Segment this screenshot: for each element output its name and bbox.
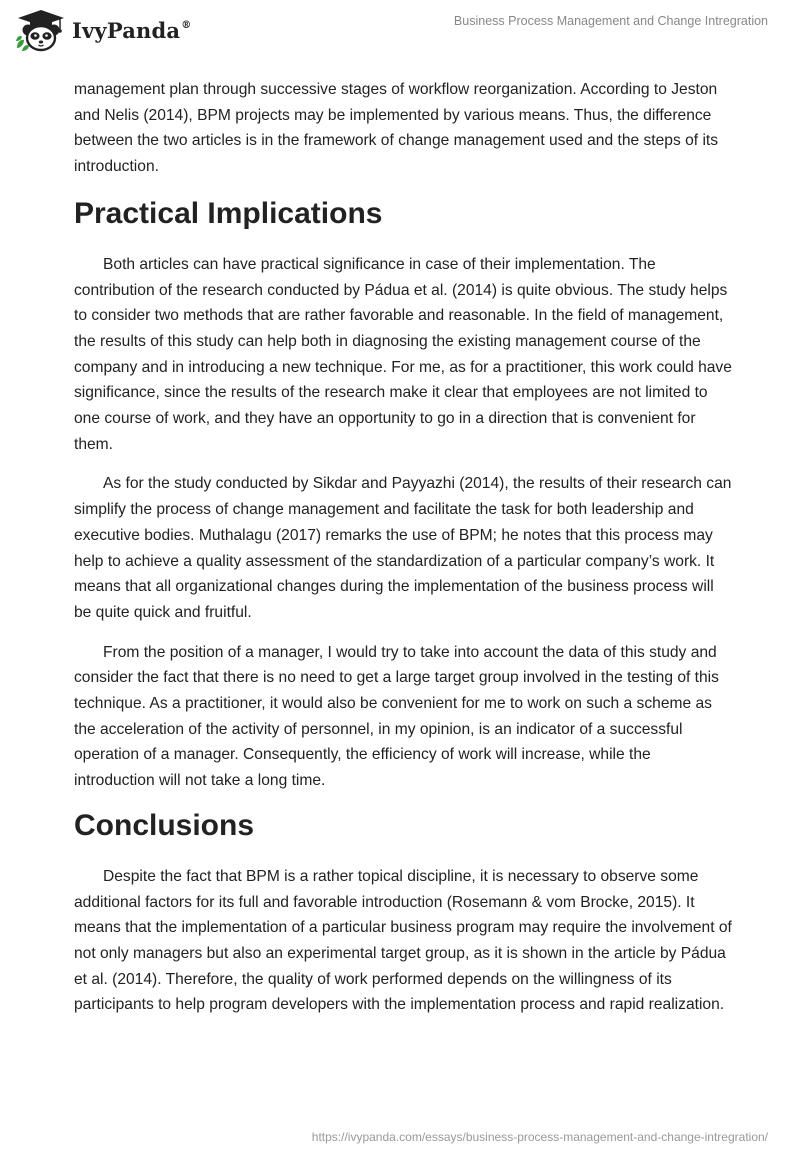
practical-paragraph-1: Both articles can have practical significance in case of their implementation. The contribution of the research conducted by Pádua et al. (2014) is quite obvious. The study helps to consider two methods that are rather favorable and reasonable. In the field of management, the results of this study can help both in diagnosing the existing management course of the company and in introducing a new technique. For me, as for a practitioner, this work could have significance, since the results of the research make it clear that employees are not limited to one course of work, and they have an opportunity to go in a direction that is convenient for them. [74, 255, 732, 453]
conclusions-heading: Conclusions [74, 808, 255, 842]
panda-graduation-cap-icon [14, 8, 68, 52]
brand-name-text: IvyPanda [72, 17, 181, 43]
practical-implications-heading: Practical Implications [74, 196, 383, 230]
source-url-link[interactable]: https://ivypanda.com/essays/business-process-management-and-change-intregration/ [311, 1130, 768, 1144]
trademark-symbol: ® [181, 19, 192, 31]
intro-paragraph: management plan through successive stages of workflow reorganization. According to Jeston and Nelis (2014), BPM projects may be implemented by various means. Thus, the difference between the two articles is in the framework of change management used and the steps of its introduction. [74, 81, 719, 176]
essay-content [74, 77, 734, 1032]
practical-paragraph-2: As for the study conducted by Sikdar and Payyazhi (2014), the results of their research can simplify the process of change management and facilitate the task for both leadership and executive bodies. Muthalagu (2017) remarks the use of BPM; he notes that this process may help to achieve a quality assessment of the standardization of a particular company’s work. It means that all organizational changes during the implementation of the business process will be quite quick and fruitful. [74, 475, 732, 621]
ivypanda-logo-link[interactable] [14, 8, 191, 52]
document-running-title: Business Process Management and Change Intregration [453, 14, 768, 28]
brand-name [72, 18, 191, 43]
conclusions-paragraph-1: Despite the fact that BPM is a rather topical discipline, it is necessary to observe some additional factors for its full and favorable introduction (Rosemann & vom Brocke, 2015). It means that the implementation of a particular business program may require the involvement of not only managers but also an experimental target group, as it is shown in the article by Pádua et al. (2014). Therefore, the quality of work performed depends on the willingness of its participants to help program developers with the implementation process and rapid realization. [74, 867, 732, 1014]
page-header [0, 0, 800, 60]
practical-paragraph-3: From the position of a manager, I would try to take into account the data of this study and consider the fact that there is no need to get a large target group involved in the testing of this technique. As a practitioner, it would also be convenient for me to work on such a scheme as the acceleration of the activity of personnel, in my opinion, is an indicator of a successful operation of a manager. Consequently, the efficiency of work will increase, while the introduction will not take a long time. [74, 643, 719, 790]
